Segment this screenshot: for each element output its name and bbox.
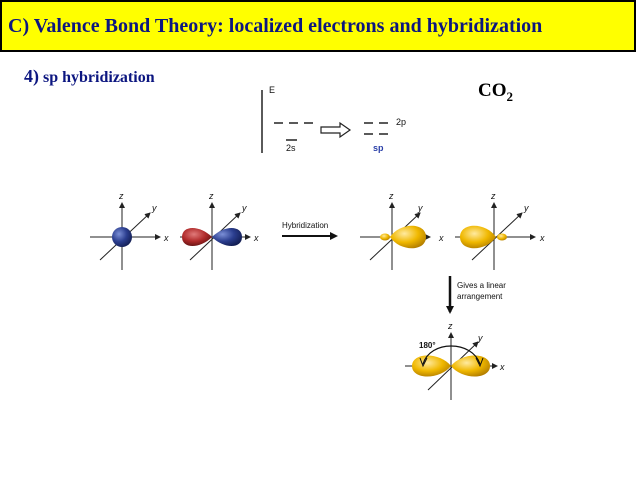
axis-label-z: z <box>491 191 496 201</box>
axis-label-z: z <box>389 191 394 201</box>
bond-angle-label: 180° <box>419 341 436 350</box>
linear-note-line1: Gives a linear <box>457 281 506 290</box>
p-orbital-blue-lobe <box>212 228 242 246</box>
energy-transition-arrow-icon <box>321 123 350 137</box>
axis-label-x: x <box>540 233 545 243</box>
axis-label-x: x <box>439 233 444 243</box>
section-label: sp hybridization <box>43 69 155 86</box>
axis-label-y: y <box>242 203 247 213</box>
energy-level-diagram <box>262 85 406 153</box>
axis-label-x: x <box>500 362 505 372</box>
axis-label-y: y <box>524 203 529 213</box>
axis-label-z: z <box>209 191 214 201</box>
page-title: C) Valence Bond Theory: localized electrons and hybridization <box>8 15 543 37</box>
axis-label-z: z <box>119 191 124 201</box>
linear-right-lobe <box>451 356 490 377</box>
axis-label-y: y <box>478 333 483 343</box>
sp-hybrid-1-large-lobe <box>390 226 426 249</box>
axis-label-x: x <box>254 233 259 243</box>
level-2s-label: 2s <box>286 143 296 153</box>
sp-hybrid-2-large-lobe <box>460 226 496 249</box>
axis-label-z: z <box>448 321 453 331</box>
hybridization-label: Hybridization <box>282 221 329 230</box>
energy-axis-label: E <box>269 85 276 95</box>
linear-note-line2: arrangement <box>457 292 503 301</box>
molecule-subscript: 2 <box>506 89 513 104</box>
molecule-base: CO <box>478 80 507 101</box>
axis-label-x: x <box>164 233 169 243</box>
sp-hybrid-1-small-lobe <box>380 234 390 241</box>
axis-label-y: y <box>152 203 157 213</box>
section-number: 4) <box>24 66 39 86</box>
level-sp-label: sp <box>373 143 384 153</box>
level-2p-label: 2p <box>396 117 407 127</box>
s-orbital <box>112 227 132 247</box>
sp-hybrid-2-small-lobe <box>497 234 507 241</box>
axis-label-y: y <box>418 203 423 213</box>
